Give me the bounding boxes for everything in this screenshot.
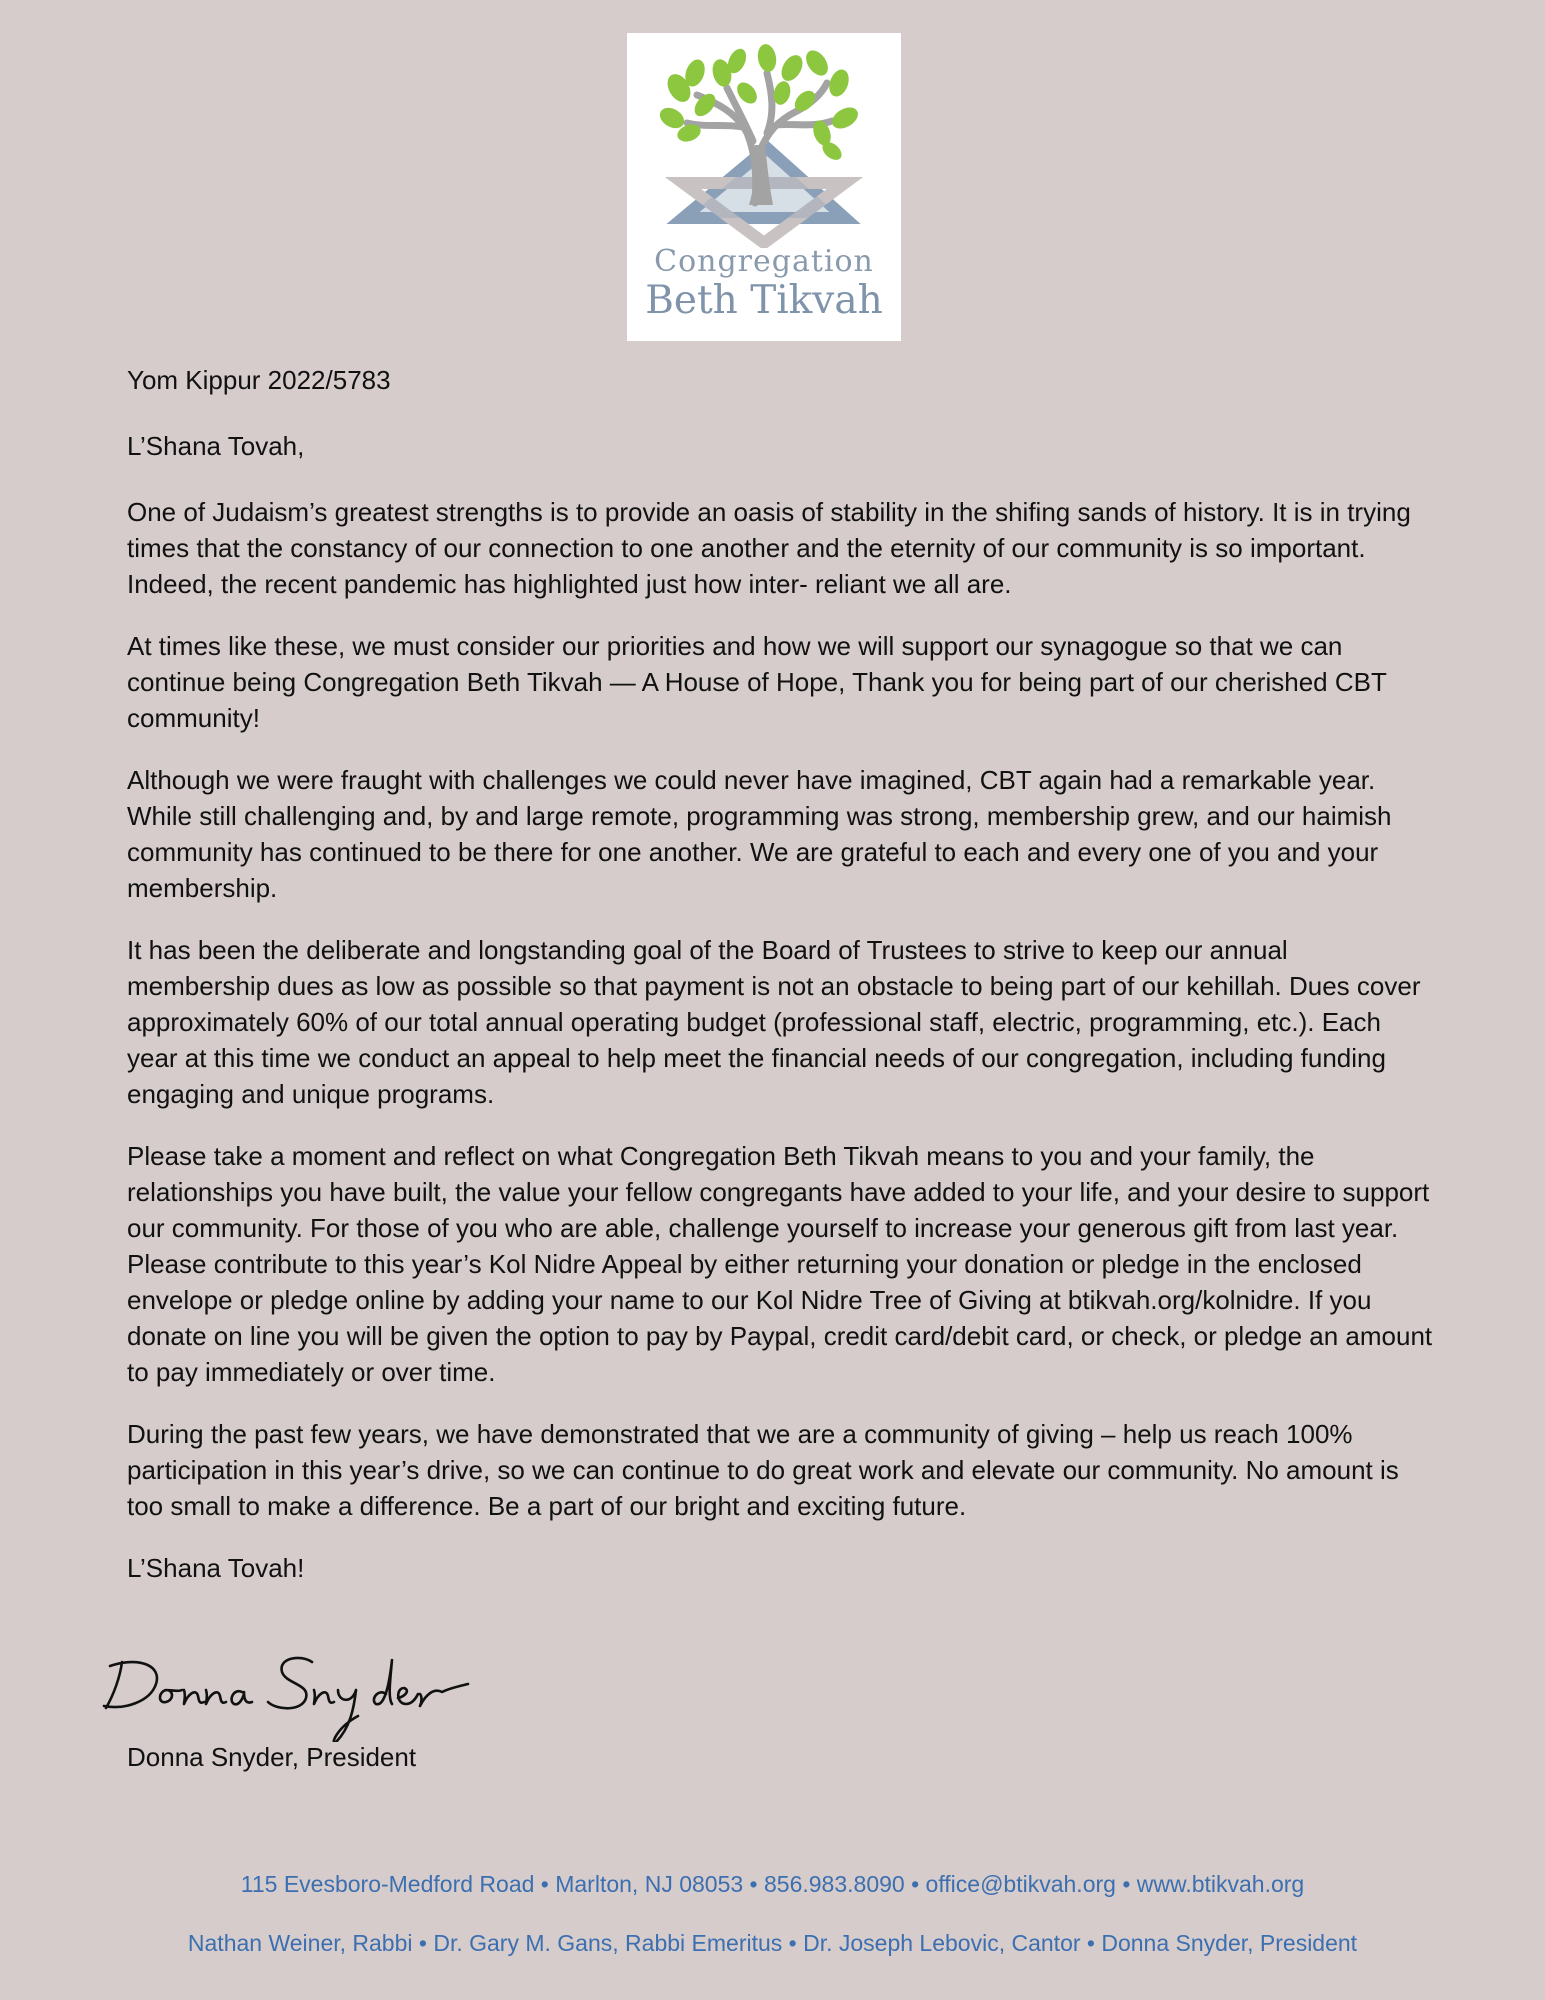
congregation-logo bbox=[627, 33, 901, 341]
logo-line-1: Congregation bbox=[654, 244, 874, 279]
paragraph: At times like these, we must consider our priorities and how we will support our synagogue so that we can continue being Congregation Beth Tikvah — A House of Hope, Thank you for being part of our cherished CBT community! bbox=[127, 631, 1387, 733]
footer-contact: 115 Evesboro-Medford Road • Marlton, NJ 08053 • 856.983.8090 • office@btikvah.org • www.btikvah.org bbox=[240, 1871, 1305, 1897]
letter-body bbox=[127, 362, 1437, 1612]
paragraph: One of Judaism’s greatest strengths is to provide an oasis of stability in the shifing sands of history. It is in trying times that the constancy of our connection to one another and the eternity of our community is so important. Indeed, the recent pandemic has highlighted just how inter- reliant we all are. bbox=[127, 497, 1411, 599]
handwritten-signature bbox=[100, 1632, 500, 1742]
letter-closing: L’Shana Tovah! bbox=[127, 1553, 305, 1583]
paragraph: It has been the deliberate and longstanding goal of the Board of Trustees to strive to keep our annual membership dues as low as possible so that payment is not an obstacle to being part of our kehillah. Dues cover approximately 60% of our total annual operating budget (professional staff, electric, programming, etc.). Each year at this time we conduct an appeal to help meet the financial needs of our congregation, including funding engaging and unique programs. bbox=[127, 935, 1421, 1109]
letter-date: Yom Kippur 2022/5783 bbox=[127, 365, 391, 395]
logo-line-2: Beth Tikvah bbox=[645, 278, 883, 323]
paragraph: Although we were fraught with challenges we could never have imagined, CBT again had a remarkable year. While still challenging and, by and large remote, programming was strong, membership grew, and our haimish community has continued to be there for one another. We are grateful to each and every one of you and your membership. bbox=[127, 765, 1392, 903]
signer-name: Donna Snyder, President bbox=[127, 1742, 417, 1772]
paragraph: Please take a moment and reflect on what Congregation Beth Tikvah means to you and your family, the relationships you have built, the value your fellow congregants have added to your life, and your desire to support our community. For those of you who are able, challenge yourself to increase your generous gift from last year. Please contribute to this year’s Kol Nidre Appeal by either returning your donation or pledge in the enclosed envelope or pledge online by adding your name to our Kol Nidre Tree of Giving at btikvah.org/kolnidre. If you donate on line you will be given the option to pay by Paypal, credit card/debit card, or check, or pledge an amount to pay immediately or over time. bbox=[127, 1141, 1433, 1387]
footer-staff: Nathan Weiner, Rabbi • Dr. Gary M. Gans, Rabbi Emeritus • Dr. Joseph Lebovic, Cantor • Donna Snyder, President bbox=[187, 1930, 1358, 1956]
letter-greeting: L’Shana Tovah, bbox=[127, 431, 305, 461]
paragraph: During the past few years, we have demonstrated that we are a community of giving – help us reach 100% participation in this year’s drive, so we can continue to do great work and elevate our community. No amount is too small to make a difference. Be a part of our bright and exciting future. bbox=[127, 1419, 1399, 1521]
tree-star-logo-icon bbox=[627, 33, 901, 248]
